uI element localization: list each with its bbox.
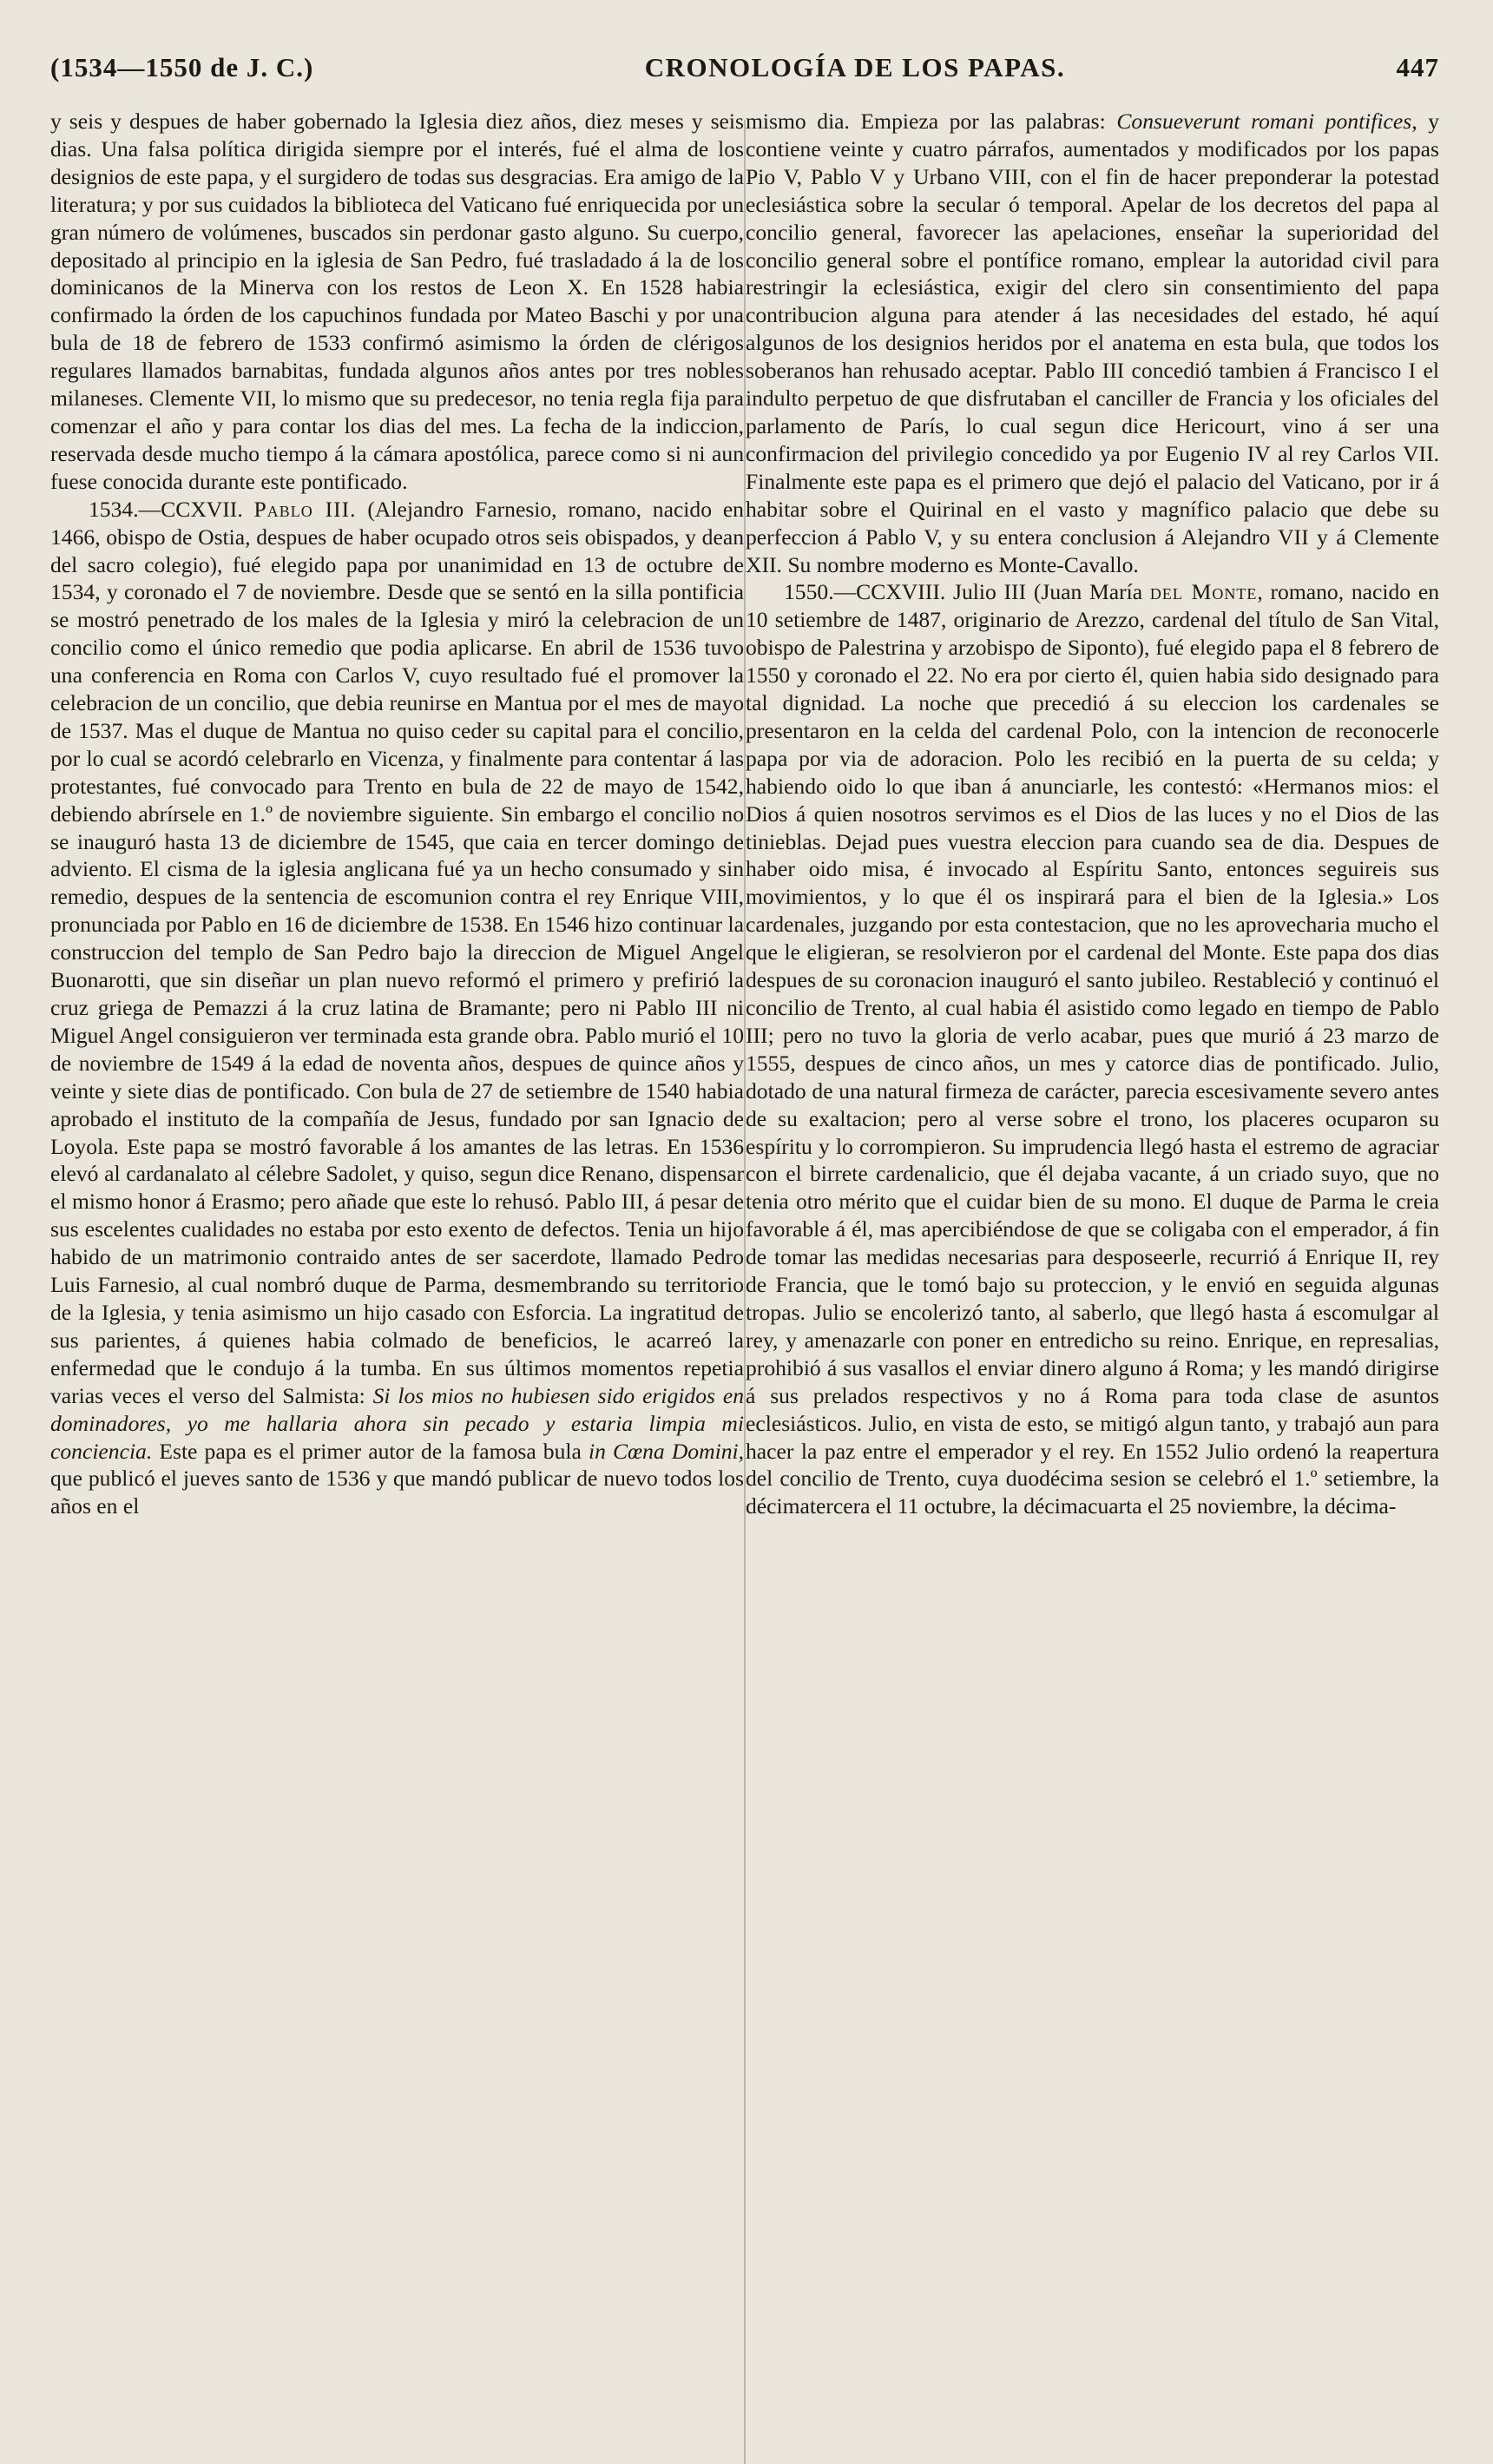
- bull-incipit: Consueverunt romani pontifices: [1116, 109, 1412, 134]
- text-run: , y contiene veinte y cuatro párrafos, aumentados y modificados por los papas Pio V, Pablo V y Urbano VIII, con el fin de hacer preponderar la potestad eclesiástica sobre la secular ó temporal. Apelar de los decretos del papa al concilio general, favorecer las apelaciones, enseñar la superioridad del concilio general sobre el pontífice romano, emplear la autoridad civil para restringir la eclesiástica, exigir del clero sin consentimiento del papa contribucion alguna para atender á las necesidades del estado, hé aquí algunos de los designios heridos por el anatema en esta bula, que todos los soberanos han rehusado aceptar. Pablo III concedió tambien á Francisco I el indulto perpetuo de que disfrutaban el canciller de Francia y los oficiales del parlamento de París, lo cual segun dice Hericourt, vino á ser una confirmacion del privilegio concedido ya por Eugenio IV al rey Carlos VII. Finalmente este papa es el primero que dejó el palacio del Vaticano, por ir á habitar sobre el Quirinal en el vasto y magnífico palacio que debe su perfeccion á Pablo V, y su entera conclusion á Alejandro VII y á Clemente XII. Su nombre moderno es Monte-Cavallo.: [746, 109, 1439, 577]
- header-title: CRONOLOGÍA DE LOS PAPAS.: [644, 52, 1066, 82]
- entry-body: , romano, nacido en 10 setiembre de 1487, originario de Arezzo, cardenal del título de San Vital, obispo de Palestrina y arzobispo de Siponto), fué elegido papa el 8 febrero de 1550 y coronado el 22. No era por cierto él, quien habia sido designado para tal dignidad. La noche que precedió á su eleccion los cardenales se presentaron en la celda del cardenal Polo, con la intencion de reconocerle papa por via de adoracion. Polo les recibió en la puerta de su celda; y habiendo oido lo que iban á anunciarle, les contestó: «Hermanos mios: el Dios á quien nosotros servimos es el Dios de las luces y no el Dios de las tinieblas. Dejad pues vuestra eleccion para cuando sea de dia. Despues de haber oido misa, é invocado al Espíritu Santo, entonces seguireis sus movimientos, y lo que él os inspirará para el bien de la Iglesia.» Los cardenales, juzgando por esta contestacion, que no les aprovecharia mucho el que le eligieran, se resolvieron por el cardenal del Monte. Este papa dos dias despues de su coronacion inauguró el santo jubileo. Restableció y continuó el concilio de Trento, al cual habia él asistido como legado en tiempo de Pablo III; pero no tuvo la gloria de verlo acabar, pues que murió á 23 marzo de 1555, despues de cinco años, un mes y catorce dias de pontificado. Julio, dotado de una natural firmeza de carácter, parecia escesivamente severo antes de su exaltacion; pero al verse sobre el trono, los placeres ocuparon su espíritu y lo corrompieron. Su imprudencia llegó hasta el estremo de agraciar con el birrete cardenalicio, que él dejaba vacante, á un criado suyo, que no tenia otro mérito que el cuidar bien de su mono. El duque de Parma le creia favorable á él, mas apercibiéndose de que se coligaba con el emperador, á fin de tomar las medidas necesarias para desposeerle, recurrió á Enrique II, rey de Francia, que le tomó bajo su proteccion, y le envió en seguida algunas tropas. Julio se encolerizó tanto, al saberlo, que llegó hasta á escomulgar al rey, y amenazarle con poner en entredicho su reino. Enrique, en represalias, prohibió á sus vasallos el enviar dinero alguno á Roma; y les mandó dirigirse á sus prelados respectivos y no á Roma para toda clase de asuntos eclesiásticos. Julio, en vista de esto, se mitigó algun tanto, y trabajó aun para hacer la paz entre el emperador y el rey. En 1552 Julio ordenó la reapertura del concilio de Trento, cuya duodécima sesion se celebró el 1.º setiembre, la décimatercera el 11 octubre, la décimacuarta el 25 noviembre, la décima-: [746, 579, 1439, 1519]
- entry-number: 1534.—CCXVII.: [89, 496, 254, 522]
- entry-body-cont: Este papa es el primer autor de la famosa bula: [152, 1438, 589, 1464]
- pope-name: Pablo III.: [253, 496, 357, 522]
- paragraph-clement-vii-end: y seis y despues de haber gobernado la Iglesia diez años, diez meses y seis dias. Una falsa política dirigida siempre por el interés, fué el alma de los designios de este papa, y el surgidero de todas sus desgracias. Era amigo de la literatura; y por sus cuidados la biblioteca del Vaticano fué enriquecida por un gran número de volúmenes, buscados sin perdonar gasto alguno. Su cuerpo, depositado al principio en la iglesia de San Pedro, fué trasladado á la de los dominicanos de la Minerva con los restos de Leon X. En 1528 habia confirmado la órden de los capuchinos fundada por Mateo Baschi y por una bula de 18 de febrero de 1533 confirmó asimismo la órden de clérigos regulares llamados barnabitas, fundada algunos años antes por tres nobles milaneses. Clemente VII, lo mismo que su predecesor, no tenia regla fija para comenzar el año y para contar los dias del mes. La fecha de la indiccion, reservada desde mucho tiempo á la cámara apostólica, parece como si ni aun fuese conocida durante este pontificado.: [50, 109, 744, 494]
- right-column: [746, 108, 1439, 2464]
- text-run: mismo dia. Empieza por las palabras:: [746, 109, 1117, 134]
- entry-number: 1550.—CCXVIII. Julio III (Juan María: [784, 579, 1150, 605]
- bull-title: in Cœna Domini,: [588, 1438, 744, 1464]
- header-date-range: (1534—1550 de J. C.): [50, 52, 314, 82]
- column-divider: [744, 120, 746, 2464]
- running-header: [50, 52, 1439, 97]
- psalm-quote: Si los mios no hubiesen sido erigidos en dominadores, yo me hallaria ahora sin pecado y estaria limpia mi conciencia.: [50, 1382, 745, 1464]
- entry-body-end: que publicó el jueves santo de 1536 y que mandó publicar de nuevo todos los años en el: [50, 1466, 744, 1519]
- entry-body: (Alejandro Farnesio, romano, nacido en 1466, obispo de Ostia, despues de haber ocupado otros seis obispados, y dean del sacro colegio), fué elegido papa por unanimidad en 13 de octubre de 1534, y coronado el 7 de noviembre. Desde que se sentó en la silla pontificia se mostró penetrado de los males de la Iglesia y miró la celebracion de un concilio como el único remedio que podia aplicarse. En abril de 1536 tuvo una conferencia en Roma con Carlos V, cuyo resultado fué el promover la celebracion de un concilio, que debia reunirse en Mantua por el mes de mayo de 1537. Mas el duque de Mantua no quiso ceder su capital para el concilio, por lo cual se acordó celebrarlo en Vicenza, y finalmente para contentar á las protestantes, fué convocado para Trento en bula de 22 de mayo de 1542, debiendo abrírsele en 1.º de noviembre siguiente. Sin embargo el concilio no se inauguró hasta 13 de diciembre de 1545, que caia en tercer domingo de adviento. El cisma de la iglesia anglicana fué ya un hecho consumado y sin remedio, despues de la sentencia de escomunion contra el rey Enrique VIII, pronunciada por Pablo en 16 de diciembre de 1538. En 1546 hizo continuar la construccion del templo de San Pedro bajo la direccion de Miguel Angel Buonarotti, que sin diseñar un plan nuevo reformó el primero y prefirió la cruz griega de Pemazzi á la cruz latina de Bramante; pero ni Pablo III ni Miguel Angel consiguieron ver terminada esta grande obra. Pablo murió el 10 de noviembre de 1549 á la edad de noventa años, despues de quince años y veinte y siete dias de pontificado. Con bula de 27 de setiembre de 1540 habia aprobado el instituto de la compañía de Jesus, fundado por san Ignacio de Loyola. Este papa se mostró favorable á los amantes de las letras. En 1536 elevó al cardanalato al célebre Sadolet, y quiso, segun dice Renano, dispensar el mismo honor á Erasmo; pero añade que este lo rehusó. Pablo III, á pesar de sus escelentes cualidades no estaba por esto exento de defectos. Tenia un hijo habido de un matrimonio contraido antes de ser sacerdote, llamado Pedro Luis Farnesio, al cual nombró duque de Parma, desmembrando su territorio de la Iglesia, y tenia asimismo un hijo casado con Esforcia. La ingratitud de sus parientes, á quienes habia colmado de beneficios, le acarreó la enfermedad que le condujo á la tumba. En sus últimos momentos repetia varias veces el verso del Salmista:: [50, 496, 744, 1408]
- family-name: del Monte: [1149, 579, 1258, 605]
- page-number: 447: [1396, 52, 1439, 82]
- paragraph-julius-iii: [746, 578, 1439, 1520]
- paragraph-paul-iii: [50, 496, 744, 1521]
- text-columns: [50, 108, 1439, 2464]
- left-column: [50, 108, 744, 2464]
- paragraph-paul-iii-cont: [746, 108, 1439, 578]
